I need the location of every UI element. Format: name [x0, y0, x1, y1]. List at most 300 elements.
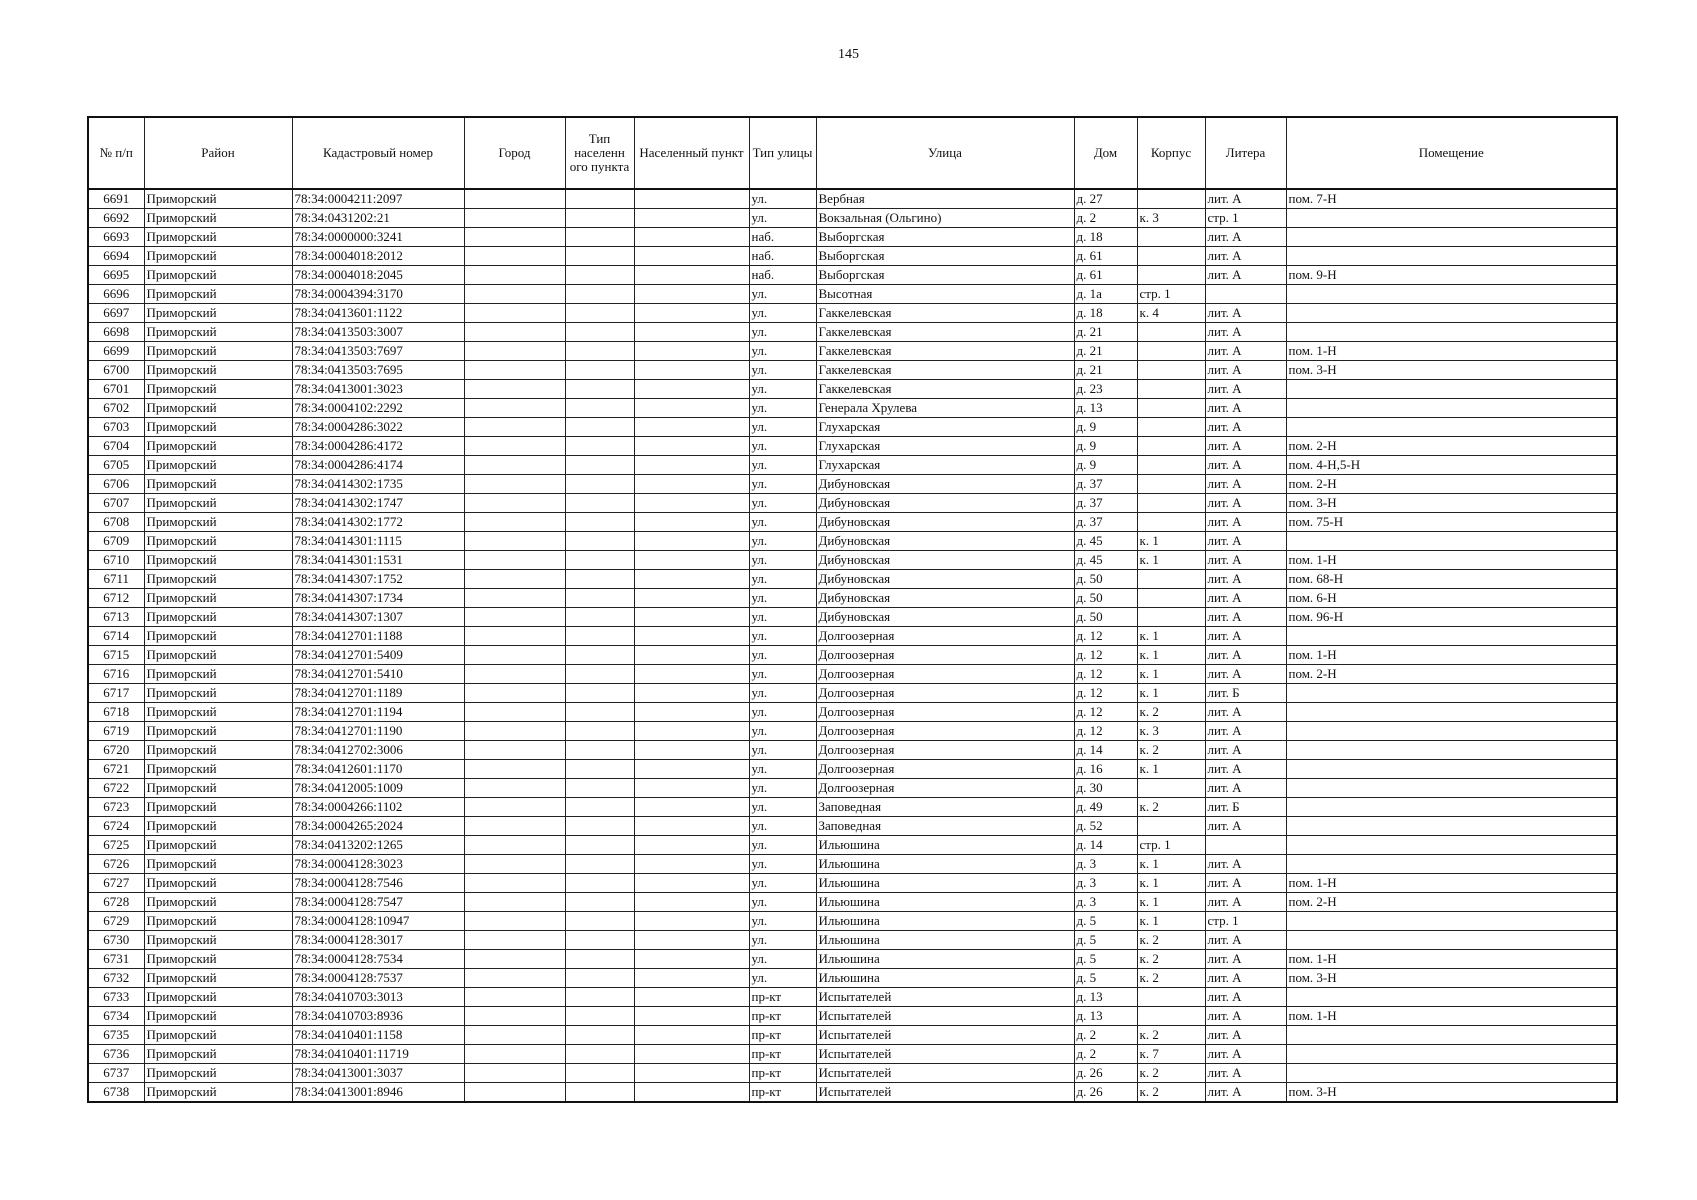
cell-letter: стр. 1 [1205, 912, 1286, 931]
cell-street-type: ул. [749, 646, 816, 665]
cell-district: Приморский [144, 551, 292, 570]
cell-cadastral-number: 78:34:0004286:4174 [292, 456, 464, 475]
cell-letter: стр. 1 [1205, 209, 1286, 228]
cell-settlement [634, 665, 749, 684]
cell-house: д. 13 [1074, 988, 1137, 1007]
cell-city [464, 266, 565, 285]
cell-cadastral-number: 78:34:0004128:7534 [292, 950, 464, 969]
cell-street-type: ул. [749, 285, 816, 304]
cell-letter: лит. А [1205, 665, 1286, 684]
cell-district: Приморский [144, 1083, 292, 1103]
table-row [88, 551, 1617, 570]
cell-district: Приморский [144, 266, 292, 285]
table-row [88, 285, 1617, 304]
cell-settlement-type [565, 247, 634, 266]
cell-building [1137, 342, 1205, 361]
cell-cadastral-number: 78:34:0413601:1122 [292, 304, 464, 323]
cell-street-type: пр-кт [749, 1083, 816, 1103]
cell-cadastral-number: 78:34:0004394:3170 [292, 285, 464, 304]
cell-city [464, 228, 565, 247]
cell-cadastral-number: 78:34:0410401:11719 [292, 1045, 464, 1064]
cell-cadastral-number: 78:34:0004128:3023 [292, 855, 464, 874]
cell-building: к. 2 [1137, 1083, 1205, 1103]
address-registry-table [87, 116, 1618, 1103]
cell-settlement-type [565, 1083, 634, 1103]
cell-house: д. 37 [1074, 513, 1137, 532]
table-row [88, 304, 1617, 323]
cell-cadastral-number: 78:34:0413503:7697 [292, 342, 464, 361]
cell-street-type: пр-кт [749, 1026, 816, 1045]
cell-number: 6731 [88, 950, 144, 969]
cell-street: Заповедная [816, 798, 1074, 817]
cell-street-type: ул. [749, 475, 816, 494]
cell-settlement-type [565, 836, 634, 855]
cell-letter: лит. А [1205, 551, 1286, 570]
cell-settlement-type [565, 209, 634, 228]
cell-cadastral-number: 78:34:0412701:5410 [292, 665, 464, 684]
cell-building [1137, 380, 1205, 399]
cell-cadastral-number: 78:34:0414302:1747 [292, 494, 464, 513]
cell-building [1137, 494, 1205, 513]
cell-city [464, 589, 565, 608]
cell-letter: лит. А [1205, 969, 1286, 988]
cell-house: д. 12 [1074, 646, 1137, 665]
cell-district: Приморский [144, 399, 292, 418]
cell-house: д. 1а [1074, 285, 1137, 304]
cell-settlement [634, 1064, 749, 1083]
cell-settlement [634, 760, 749, 779]
cell-house: д. 12 [1074, 665, 1137, 684]
cell-settlement [634, 741, 749, 760]
cell-settlement-type [565, 988, 634, 1007]
cell-letter: лит. А [1205, 189, 1286, 209]
header-building: Корпус [1137, 117, 1205, 189]
cell-city [464, 931, 565, 950]
cell-building [1137, 608, 1205, 627]
cell-settlement-type [565, 551, 634, 570]
cell-district: Приморский [144, 684, 292, 703]
cell-cadastral-number: 78:34:0413001:3037 [292, 1064, 464, 1083]
cell-letter: лит. А [1205, 646, 1286, 665]
cell-building [1137, 418, 1205, 437]
cell-settlement-type [565, 912, 634, 931]
table-row [88, 570, 1617, 589]
header-premises: Помещение [1286, 117, 1617, 189]
cell-street: Гаккелевская [816, 342, 1074, 361]
cell-cadastral-number: 78:34:0414301:1531 [292, 551, 464, 570]
cell-street: Ильюшина [816, 912, 1074, 931]
table-row [88, 893, 1617, 912]
cell-number: 6713 [88, 608, 144, 627]
cell-street-type: наб. [749, 247, 816, 266]
cell-letter: лит. А [1205, 380, 1286, 399]
cell-settlement [634, 228, 749, 247]
cell-cadastral-number: 78:34:0414307:1752 [292, 570, 464, 589]
cell-building [1137, 361, 1205, 380]
cell-settlement [634, 893, 749, 912]
cell-settlement-type [565, 1007, 634, 1026]
cell-street: Ильюшина [816, 969, 1074, 988]
cell-cadastral-number: 78:34:0412701:5409 [292, 646, 464, 665]
cell-building: стр. 1 [1137, 285, 1205, 304]
table-row [88, 874, 1617, 893]
cell-street: Дибуновская [816, 551, 1074, 570]
cell-district: Приморский [144, 874, 292, 893]
cell-street-type: ул. [749, 189, 816, 209]
cell-city [464, 1083, 565, 1103]
cell-settlement [634, 722, 749, 741]
cell-settlement-type [565, 703, 634, 722]
table-row [88, 380, 1617, 399]
cell-city [464, 399, 565, 418]
cell-house: д. 61 [1074, 266, 1137, 285]
cell-number: 6698 [88, 323, 144, 342]
cell-city [464, 874, 565, 893]
cell-house: д. 3 [1074, 855, 1137, 874]
cell-street-type: ул. [749, 399, 816, 418]
cell-street-type: ул. [749, 209, 816, 228]
cell-letter: лит. А [1205, 475, 1286, 494]
cell-district: Приморский [144, 513, 292, 532]
cell-street-type: ул. [749, 684, 816, 703]
cell-district: Приморский [144, 988, 292, 1007]
cell-premises [1286, 1045, 1617, 1064]
cell-settlement [634, 189, 749, 209]
cell-house: д. 13 [1074, 1007, 1137, 1026]
cell-house: д. 3 [1074, 874, 1137, 893]
cell-street-type: ул. [749, 456, 816, 475]
cell-building: к. 1 [1137, 912, 1205, 931]
cell-settlement [634, 646, 749, 665]
cell-premises: пом. 2-Н [1286, 893, 1617, 912]
cell-settlement-type [565, 361, 634, 380]
cell-street: Испытателей [816, 1083, 1074, 1103]
cell-district: Приморский [144, 456, 292, 475]
cell-cadastral-number: 78:34:0004286:4172 [292, 437, 464, 456]
cell-street: Долгоозерная [816, 741, 1074, 760]
cell-settlement [634, 988, 749, 1007]
cell-number: 6724 [88, 817, 144, 836]
cell-settlement [634, 399, 749, 418]
table-row [88, 1007, 1617, 1026]
cell-district: Приморский [144, 627, 292, 646]
cell-building: к. 2 [1137, 1064, 1205, 1083]
cell-settlement-type [565, 950, 634, 969]
cell-district: Приморский [144, 912, 292, 931]
cell-premises [1286, 760, 1617, 779]
cell-cadastral-number: 78:34:0413202:1265 [292, 836, 464, 855]
cell-settlement-type [565, 855, 634, 874]
cell-premises [1286, 1026, 1617, 1045]
cell-premises [1286, 912, 1617, 931]
cell-district: Приморский [144, 855, 292, 874]
cell-street: Дибуновская [816, 589, 1074, 608]
cell-district: Приморский [144, 209, 292, 228]
cell-street: Гаккелевская [816, 361, 1074, 380]
cell-building: к. 1 [1137, 551, 1205, 570]
cell-district: Приморский [144, 304, 292, 323]
cell-settlement [634, 627, 749, 646]
cell-house: д. 50 [1074, 608, 1137, 627]
cell-settlement-type [565, 589, 634, 608]
cell-cadastral-number: 78:34:0004128:3017 [292, 931, 464, 950]
cell-settlement [634, 589, 749, 608]
cell-settlement [634, 361, 749, 380]
cell-building [1137, 570, 1205, 589]
cell-letter: лит. Б [1205, 684, 1286, 703]
cell-premises [1286, 931, 1617, 950]
cell-letter: лит. А [1205, 741, 1286, 760]
cell-house: д. 13 [1074, 399, 1137, 418]
cell-premises: пом. 2-Н [1286, 437, 1617, 456]
table-header [88, 117, 1617, 189]
cell-house: д. 16 [1074, 760, 1137, 779]
cell-city [464, 189, 565, 209]
cell-street: Дибуновская [816, 475, 1074, 494]
cell-house: д. 37 [1074, 494, 1137, 513]
table-row [88, 817, 1617, 836]
table-row [88, 1064, 1617, 1083]
header-house: Дом [1074, 117, 1137, 189]
cell-city [464, 323, 565, 342]
cell-premises [1286, 836, 1617, 855]
cell-street-type: ул. [749, 817, 816, 836]
cell-street-type: ул. [749, 437, 816, 456]
cell-district: Приморский [144, 703, 292, 722]
cell-district: Приморский [144, 836, 292, 855]
cell-house: д. 23 [1074, 380, 1137, 399]
table-row [88, 1083, 1617, 1103]
cell-letter: лит. А [1205, 608, 1286, 627]
cell-premises: пом. 1-Н [1286, 646, 1617, 665]
cell-number: 6704 [88, 437, 144, 456]
cell-building [1137, 228, 1205, 247]
cell-street: Дибуновская [816, 494, 1074, 513]
cell-city [464, 1026, 565, 1045]
table-row [88, 836, 1617, 855]
cell-district: Приморский [144, 342, 292, 361]
cell-letter: лит. А [1205, 570, 1286, 589]
cell-district: Приморский [144, 798, 292, 817]
cell-number: 6700 [88, 361, 144, 380]
cell-premises: пом. 1-Н [1286, 1007, 1617, 1026]
cell-city [464, 551, 565, 570]
cell-number: 6732 [88, 969, 144, 988]
cell-street-type: ул. [749, 836, 816, 855]
cell-house: д. 37 [1074, 475, 1137, 494]
cell-settlement [634, 1045, 749, 1064]
cell-cadastral-number: 78:34:0004128:7546 [292, 874, 464, 893]
cell-street-type: ул. [749, 304, 816, 323]
cell-number: 6735 [88, 1026, 144, 1045]
cell-number: 6736 [88, 1045, 144, 1064]
cell-letter: лит. А [1205, 228, 1286, 247]
cell-cadastral-number: 78:34:0412701:1190 [292, 722, 464, 741]
cell-number: 6721 [88, 760, 144, 779]
cell-street: Ильюшина [816, 893, 1074, 912]
cell-letter: лит. А [1205, 893, 1286, 912]
cell-house: д. 14 [1074, 836, 1137, 855]
cell-premises [1286, 380, 1617, 399]
cell-letter: лит. Б [1205, 798, 1286, 817]
cell-premises [1286, 285, 1617, 304]
cell-district: Приморский [144, 646, 292, 665]
cell-street-type: ул. [749, 931, 816, 950]
cell-letter: лит. А [1205, 760, 1286, 779]
cell-settlement [634, 1007, 749, 1026]
cell-settlement-type [565, 323, 634, 342]
cell-city [464, 608, 565, 627]
cell-letter: лит. А [1205, 817, 1286, 836]
cell-district: Приморский [144, 475, 292, 494]
cell-number: 6710 [88, 551, 144, 570]
cell-building: к. 2 [1137, 703, 1205, 722]
cell-letter: лит. А [1205, 1026, 1286, 1045]
cell-settlement [634, 475, 749, 494]
cell-number: 6737 [88, 1064, 144, 1083]
cell-city [464, 760, 565, 779]
cell-premises [1286, 418, 1617, 437]
cell-cadastral-number: 78:34:0004128:7537 [292, 969, 464, 988]
cell-house: д. 61 [1074, 247, 1137, 266]
cell-house: д. 27 [1074, 189, 1137, 209]
table-row [88, 266, 1617, 285]
table-body [88, 189, 1617, 1102]
cell-house: д. 26 [1074, 1083, 1137, 1103]
cell-street: Гаккелевская [816, 323, 1074, 342]
cell-settlement [634, 456, 749, 475]
table-row [88, 722, 1617, 741]
cell-house: д. 14 [1074, 741, 1137, 760]
cell-street-type: ул. [749, 570, 816, 589]
cell-district: Приморский [144, 1045, 292, 1064]
cell-settlement [634, 798, 749, 817]
cell-street-type: ул. [749, 855, 816, 874]
cell-street: Выборгская [816, 228, 1074, 247]
cell-cadastral-number: 78:34:0412701:1194 [292, 703, 464, 722]
cell-letter: лит. А [1205, 1064, 1286, 1083]
cell-settlement-type [565, 189, 634, 209]
cell-city [464, 1045, 565, 1064]
cell-building: к. 3 [1137, 722, 1205, 741]
cell-street: Дибуновская [816, 608, 1074, 627]
cell-letter: лит. А [1205, 361, 1286, 380]
cell-street-type: ул. [749, 342, 816, 361]
cell-premises [1286, 1064, 1617, 1083]
cell-street-type: ул. [749, 779, 816, 798]
cell-premises: пом. 3-Н [1286, 1083, 1617, 1103]
cell-premises [1286, 228, 1617, 247]
cell-city [464, 361, 565, 380]
cell-settlement [634, 779, 749, 798]
cell-street: Ильюшина [816, 931, 1074, 950]
cell-letter: лит. А [1205, 703, 1286, 722]
cell-settlement [634, 380, 749, 399]
cell-city [464, 703, 565, 722]
cell-building: к. 2 [1137, 931, 1205, 950]
cell-premises: пом. 6-Н [1286, 589, 1617, 608]
cell-street: Глухарская [816, 437, 1074, 456]
cell-district: Приморский [144, 931, 292, 950]
cell-house: д. 21 [1074, 361, 1137, 380]
cell-street-type: пр-кт [749, 1045, 816, 1064]
table-row [88, 513, 1617, 532]
table-row [88, 741, 1617, 760]
cell-building: к. 2 [1137, 1026, 1205, 1045]
cell-settlement-type [565, 494, 634, 513]
cell-letter: лит. А [1205, 1083, 1286, 1103]
cell-house: д. 30 [1074, 779, 1137, 798]
cell-letter: лит. А [1205, 722, 1286, 741]
cell-premises [1286, 323, 1617, 342]
cell-house: д. 2 [1074, 209, 1137, 228]
cell-settlement-type [565, 931, 634, 950]
cell-city [464, 209, 565, 228]
cell-street-type: ул. [749, 665, 816, 684]
cell-street: Выборгская [816, 266, 1074, 285]
cell-building: к. 3 [1137, 209, 1205, 228]
cell-house: д. 12 [1074, 722, 1137, 741]
cell-settlement-type [565, 570, 634, 589]
cell-district: Приморский [144, 589, 292, 608]
cell-settlement-type [565, 342, 634, 361]
cell-street-type: ул. [749, 722, 816, 741]
cell-house: д. 12 [1074, 627, 1137, 646]
table-row [88, 342, 1617, 361]
cell-letter: лит. А [1205, 589, 1286, 608]
cell-letter: лит. А [1205, 437, 1286, 456]
cell-city [464, 665, 565, 684]
cell-settlement [634, 874, 749, 893]
cell-letter: лит. А [1205, 855, 1286, 874]
cell-settlement-type [565, 722, 634, 741]
cell-letter: лит. А [1205, 532, 1286, 551]
cell-house: д. 9 [1074, 456, 1137, 475]
cell-settlement-type [565, 532, 634, 551]
cell-city [464, 247, 565, 266]
cell-settlement-type [565, 228, 634, 247]
cell-house: д. 45 [1074, 532, 1137, 551]
cell-premises: пом. 3-Н [1286, 969, 1617, 988]
cell-cadastral-number: 78:34:0413503:7695 [292, 361, 464, 380]
cell-letter: лит. А [1205, 456, 1286, 475]
header-settlement: Населенный пункт [634, 117, 749, 189]
cell-premises [1286, 798, 1617, 817]
cell-district: Приморский [144, 1007, 292, 1026]
cell-premises: пом. 4-Н,5-Н [1286, 456, 1617, 475]
cell-premises [1286, 722, 1617, 741]
cell-number: 6730 [88, 931, 144, 950]
cell-house: д. 12 [1074, 703, 1137, 722]
cell-city [464, 988, 565, 1007]
cell-building [1137, 266, 1205, 285]
cell-street-type: ул. [749, 874, 816, 893]
cell-letter: лит. А [1205, 247, 1286, 266]
cell-building: к. 2 [1137, 741, 1205, 760]
cell-settlement-type [565, 874, 634, 893]
cell-street-type: ул. [749, 950, 816, 969]
cell-settlement-type [565, 817, 634, 836]
cell-number: 6691 [88, 189, 144, 209]
cell-street-type: ул. [749, 513, 816, 532]
cell-district: Приморский [144, 437, 292, 456]
cell-settlement-type [565, 399, 634, 418]
header-settlement-type: Тип населенн ого пункта [565, 117, 634, 189]
cell-letter [1205, 836, 1286, 855]
table-row [88, 1045, 1617, 1064]
cell-district: Приморский [144, 950, 292, 969]
cell-number: 6709 [88, 532, 144, 551]
